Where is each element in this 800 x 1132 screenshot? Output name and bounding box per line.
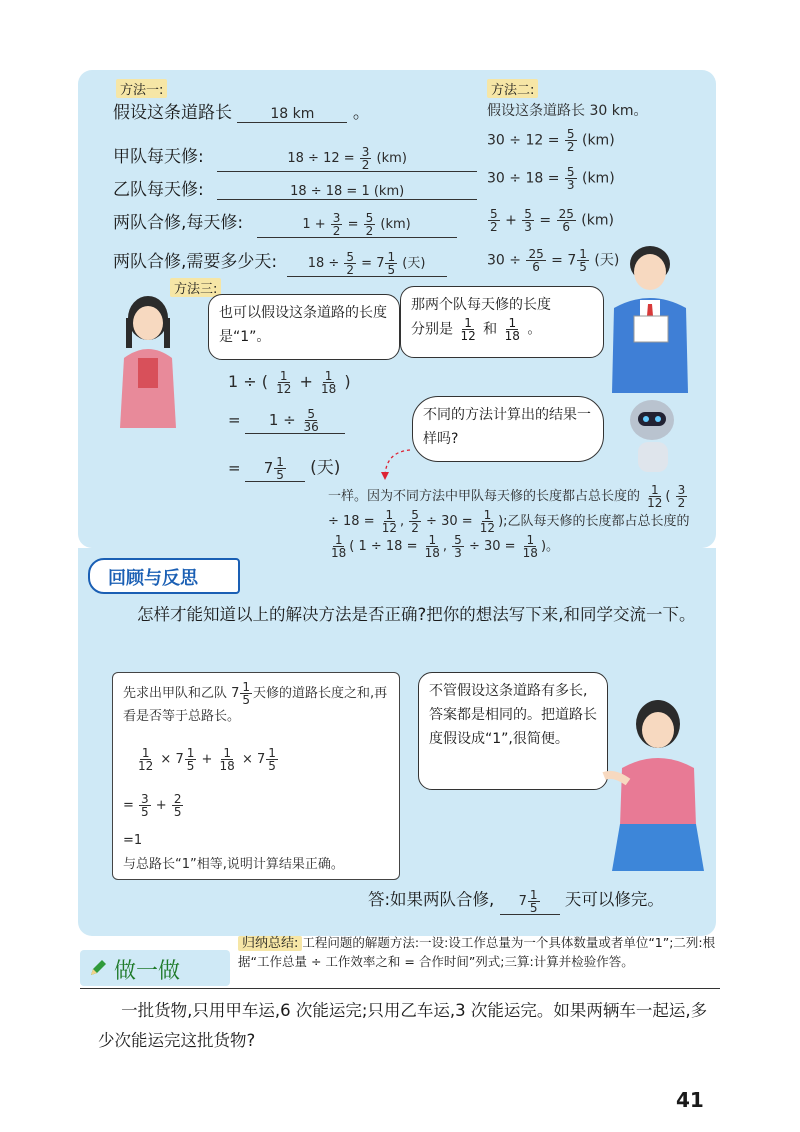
robot-illustration <box>618 398 688 478</box>
answer: 18 ÷ $\frac{5}{2}$ = 7 $\frac{1}{5}$ (天) <box>287 251 447 277</box>
label: 乙队每天修: <box>113 180 204 200</box>
answer-value: 7 $\frac{1}{5}$ <box>500 889 560 915</box>
girl-bubble-2: 不管假设这条道路有多长,答案都是相同的。把道路长度假设成“1”,很简便。 <box>418 672 608 790</box>
robot-bubble: 不同的方法计算出的结果一样吗? <box>412 396 604 462</box>
boy-bubble: 那两个队每天修的长度 分别是 $\frac{1}{12}$ 和 $\frac{1}{18}$ 。 <box>400 286 604 358</box>
pencil-icon <box>88 958 108 978</box>
label: 甲队每天修: <box>113 147 204 167</box>
page-number: 41 <box>676 1088 704 1112</box>
practice-badge <box>80 950 230 986</box>
review-question: 怎样才能知道以上的解决方法是否正确?把你的想法写下来,和同学交流一下。 <box>137 605 696 624</box>
answer-suffix: 天可以修完。 <box>564 890 664 909</box>
method1-row-5 <box>113 247 447 277</box>
method3-calc-1: 1 ÷ ( $\frac{1}{12}$ + $\frac{1}{18}$ ) <box>228 369 351 396</box>
label: 两队合修,需要多少天: <box>113 252 278 272</box>
summary <box>238 934 724 971</box>
practice-question: 一批货物,只用甲车运,6 次能运完;只用乙车运,3 次能运完。如果两辆车一起运,多少次能运完这批货物? <box>98 1001 708 1050</box>
label: 两队合修,每天修: <box>113 213 244 233</box>
method1-tag: 方法一: <box>116 79 167 98</box>
method2-row-5: 30 ÷ $\frac{25}{6}$ = 7 $\frac{1}{5}$ (天) <box>487 247 620 274</box>
tail: 。 <box>352 103 370 123</box>
answer: 18 km <box>237 106 347 123</box>
review-title: 回顾与反思 <box>108 568 198 589</box>
method3-calc-3: = 7 $\frac{1}{5}$ (天) <box>228 455 341 482</box>
answer-prefix: 答:如果两队合修, <box>368 890 495 909</box>
summary-text: 工程问题的解题方法:一设:设工作总量为一个具体数量或者单位“1”;二列:根据“工作总量 ÷ 工作效率之和 = 合作时间”列式;三算:计算并检验作答。 <box>238 935 716 969</box>
method1-row-4 <box>113 208 457 238</box>
method3-tag: 方法三: <box>170 278 221 297</box>
method3-calc-2: = 1 ÷ $\frac{5}{36}$ <box>228 408 345 434</box>
box-line-4: =1 <box>123 833 143 848</box>
practice-title: 做一做 <box>114 959 181 984</box>
unit-day: (天) <box>310 458 341 478</box>
method1-row-1 <box>113 98 370 123</box>
label: 假设这条道路长 <box>113 103 232 123</box>
summary-tag: 归纳总结: <box>238 936 302 951</box>
boy-illustration <box>600 238 700 398</box>
box-line-1: 先求出甲队和乙队 7 $\frac{1}{5}$ 天修的道路长度之和,再看是否等于总路长。 <box>123 680 388 724</box>
method2-row-1: 假设这条道路长 30 km。 <box>487 103 648 119</box>
method2-tag: 方法二: <box>487 79 538 98</box>
review-box <box>112 672 400 880</box>
girl2-illustration <box>592 696 708 876</box>
method2-row-4: $\frac{5}{2}$ + $\frac{5}{3}$ = $\frac{25}{6}$ (km) <box>490 207 614 234</box>
method3-answer: 一样。因为不同方法中甲队每天修的长度都占总长度的 $\frac{1}{12}$ ( $\frac{3}{2}$ ÷ 18 = $\frac{1}{12}$ , $\frac{5}{2}$ ÷ 30 = $\frac{1}{12}$ );乙队每天修的长度都占总长度的 $\frac{1}{18}$ ( 1 ÷ 18 = $\frac{1}{18}$ , $\frac{5}{3}$ ÷ 30 = $\frac{1}{18}$ )。 <box>328 483 690 560</box>
review-answer <box>368 886 664 915</box>
answer: 1 + $\frac{3}{2}$ = $\frac{5}{2}$ (km) <box>257 212 457 238</box>
girl-illustration <box>108 288 188 438</box>
method1-row-2 <box>113 142 477 172</box>
answer: 18 ÷ 12 = $\frac{3}{2}$ (km) <box>217 146 477 172</box>
girl-bubble-1: 也可以假设这条道路的长度是“1”。 <box>208 294 400 360</box>
method2-row-2: 30 ÷ 12 = $\frac{5}{2}$ (km) <box>487 127 615 154</box>
divider <box>80 988 720 989</box>
box-line-3: = $\frac{3}{5}$ + $\frac{2}{5}$ <box>123 792 182 819</box>
box-line-5: 与总路长“1”相等,说明计算结果正确。 <box>123 857 344 872</box>
method1-row-3 <box>113 175 477 200</box>
box-line-2: $\frac{1}{12}$ × 7 $\frac{1}{5}$ + $\frac{1}{18}$ × 7 $\frac{1}{5}$ <box>138 746 276 773</box>
method2-row-3: 30 ÷ 18 = $\frac{5}{3}$ (km) <box>487 165 615 192</box>
answer: 18 ÷ 18 = 1 (km) <box>217 184 477 200</box>
review-title-badge <box>88 558 240 594</box>
dashed-arrow-icon <box>375 446 415 486</box>
